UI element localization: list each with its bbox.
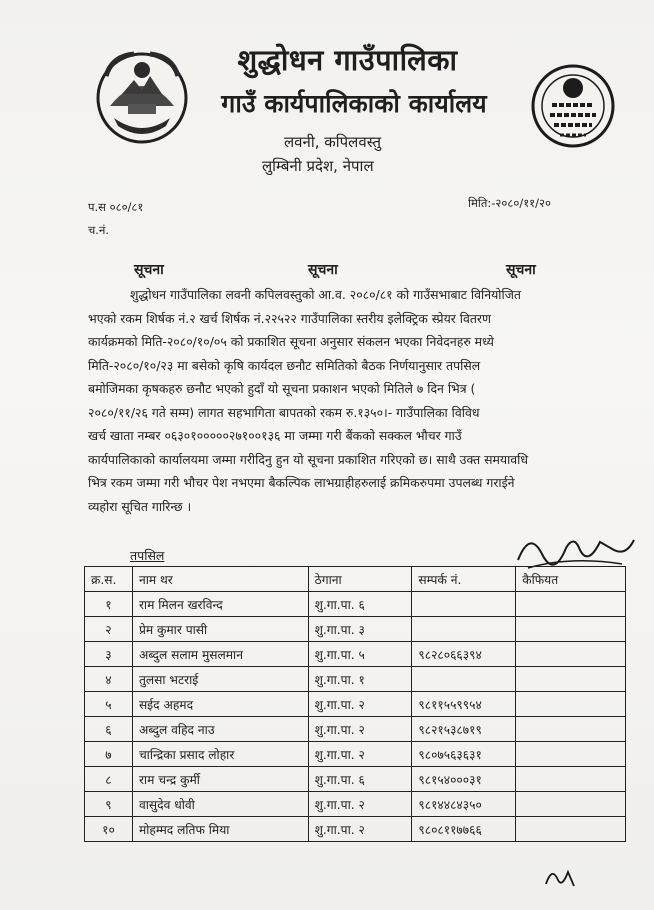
row-address: शु.गा.पा. ६ bbox=[308, 592, 412, 617]
row-address: शु.गा.पा. २ bbox=[308, 817, 412, 842]
municipality-title: शुद्धोधन गाउँपालिका bbox=[237, 43, 458, 77]
row-name: राम मिलन खरविन्द bbox=[132, 592, 308, 617]
row-name: अब्दुल सलाम मुसलमान bbox=[132, 642, 308, 667]
row-contact: ९८२८०६६३९४ bbox=[412, 642, 516, 667]
row-contact bbox=[412, 592, 516, 617]
row-name: चान्द्रिका प्रसाद लोहार bbox=[132, 742, 308, 767]
row-remarks bbox=[516, 817, 626, 842]
row-name: सईद अहमद bbox=[132, 692, 308, 717]
row-remarks bbox=[516, 642, 626, 667]
body-line: भित्र रकम जम्मा गरी भौचर पेश नभएमा बैकल्पिक लाभग्राहीहरुलाई क्रमिकरुपमा उपलब्ध गराईने bbox=[88, 475, 515, 490]
letter-number: प.स ०८०/८१ bbox=[88, 200, 144, 214]
table-row bbox=[85, 642, 626, 667]
column-header: क्र.स. bbox=[85, 567, 133, 592]
notice-heading: सूचना bbox=[134, 262, 164, 278]
letter-date: मिति:-२०८०/११/२० bbox=[468, 196, 552, 210]
table-row bbox=[85, 617, 626, 642]
row-serial: ९ bbox=[85, 792, 133, 817]
row-contact bbox=[412, 617, 516, 642]
row-remarks bbox=[516, 667, 626, 692]
row-serial: ५ bbox=[85, 692, 133, 717]
row-name: तुलसा भटराई bbox=[132, 667, 308, 692]
beneficiary-table bbox=[84, 566, 626, 842]
row-contact: ९८१४४८४३५० bbox=[412, 792, 516, 817]
body-line: खर्च खाता नम्बर ०६३०१०००००२७१००१३६ मा जम्मा गरी बैंकको सक्कल भौचर गाउँ bbox=[88, 428, 462, 443]
row-contact: ९८०७५६३६३१ bbox=[412, 742, 516, 767]
body-line: २०८०/११/२६ गते सम्म) लागत सहभागिता बापतको रकम रु.१३५०।- गाउँपालिका विविध bbox=[88, 404, 480, 420]
table-row bbox=[85, 667, 626, 692]
table-row bbox=[85, 742, 626, 767]
row-name: वासुदेव धोवी bbox=[132, 792, 308, 817]
row-serial: ८ bbox=[85, 767, 133, 792]
row-contact: ९८१५४०००३१ bbox=[412, 767, 516, 792]
row-address: शु.गा.पा. ६ bbox=[308, 767, 412, 792]
nepal-government-emblem-icon bbox=[92, 46, 192, 146]
initials-mark-icon bbox=[540, 862, 580, 892]
row-name: मोहम्मद लतिफ मिया bbox=[132, 817, 308, 842]
row-remarks bbox=[516, 792, 626, 817]
table-row bbox=[85, 792, 626, 817]
column-header: कैफियत bbox=[516, 567, 626, 592]
table-row bbox=[85, 592, 626, 617]
dispatch-number: च.नं. bbox=[88, 223, 109, 237]
column-header: सम्पर्क नं. bbox=[412, 567, 516, 592]
office-title: गाउँ कार्यपालिकाको कार्यालय bbox=[221, 89, 487, 118]
row-remarks bbox=[516, 617, 626, 642]
row-remarks bbox=[516, 592, 626, 617]
row-address: शु.गा.पा. ३ bbox=[308, 617, 412, 642]
row-serial: १ bbox=[85, 592, 133, 617]
table-row bbox=[85, 717, 626, 742]
row-address: शु.गा.पा. २ bbox=[308, 792, 412, 817]
row-serial: १० bbox=[85, 817, 133, 842]
notice-body bbox=[88, 283, 620, 518]
row-name: अब्दुल वहिद नाउ bbox=[132, 717, 308, 742]
row-serial: ४ bbox=[85, 667, 133, 692]
row-serial: २ bbox=[85, 617, 133, 642]
row-contact: ९८२१५३८७१९ bbox=[412, 717, 516, 742]
address-line-2: लुम्बिनी प्रदेश, नेपाल bbox=[262, 157, 374, 175]
body-line: कार्यपालिकाको कार्यालयमा जम्मा गरीदिनु हुन यो सूचना प्रकाशित गरिएको छ। साथै उक्त समयावधि bbox=[88, 451, 529, 467]
table-row bbox=[85, 817, 626, 842]
column-header: नाम थर bbox=[132, 567, 308, 592]
table-header-row bbox=[85, 567, 626, 592]
row-address: शु.गा.पा. ५ bbox=[308, 642, 412, 667]
row-remarks bbox=[516, 767, 626, 792]
body-line: भएको रकम शिर्षक नं.२ खर्च शिर्षक नं.२२५२२ गाउँपालिका स्तरीय इलेक्ट्रिक स्प्रेयर वितरण bbox=[88, 310, 491, 326]
row-contact bbox=[412, 667, 516, 692]
notice-heading: सूचना bbox=[308, 262, 338, 278]
office-seal-icon bbox=[530, 63, 616, 149]
row-remarks bbox=[516, 742, 626, 767]
row-serial: ३ bbox=[85, 642, 133, 667]
body-line: मिति-२०८०/१०/२३ मा बसेको कृषि कार्यदल छनौट समितिको बैठक निर्णयानुसार तपसिल bbox=[88, 357, 481, 373]
row-contact: ९८११५५९९५४ bbox=[412, 692, 516, 717]
notice-heading: सूचना bbox=[506, 262, 536, 278]
body-line: व्यहोरा सूचित गारिन्छ । bbox=[88, 498, 192, 514]
body-line: बमोजिमका कृषकहरु छनौट भएको हुदाँ यो सूचना प्रकाशन भएको मितिले ७ दिन भित्र ( bbox=[88, 381, 476, 396]
row-remarks bbox=[516, 692, 626, 717]
row-remarks bbox=[516, 717, 626, 742]
row-contact: ९८०८११७७६६ bbox=[412, 817, 516, 842]
row-name: राम चन्द्र कुर्मी bbox=[132, 767, 308, 792]
body-line: शुद्धोधन गाउँपालिका लवनी कपिलवस्तुको आ.व. २०८०/८१ को गाउँसभाबाट विनियोजित bbox=[130, 287, 521, 302]
row-address: शु.गा.पा. २ bbox=[308, 717, 412, 742]
row-name: प्रेम कुमार पासी bbox=[132, 617, 308, 642]
column-header: ठेगाना bbox=[308, 567, 412, 592]
table-row bbox=[85, 692, 626, 717]
row-address: शु.गा.पा. १ bbox=[308, 667, 412, 692]
row-address: शु.गा.पा. २ bbox=[308, 742, 412, 767]
row-address: शु.गा.पा. २ bbox=[308, 692, 412, 717]
list-label: तपसिल bbox=[130, 548, 165, 563]
row-serial: ७ bbox=[85, 742, 133, 767]
address-line-1: लवनी, कपिलवस्तु bbox=[284, 133, 382, 151]
body-line: कार्यक्रमको मिति-२०८०/१०/०५ को प्रकाशित सूचना अनुसार संकलन भएका निवेदनहरु मध्ये bbox=[88, 334, 494, 349]
row-serial: ६ bbox=[85, 717, 133, 742]
table-row bbox=[85, 767, 626, 792]
